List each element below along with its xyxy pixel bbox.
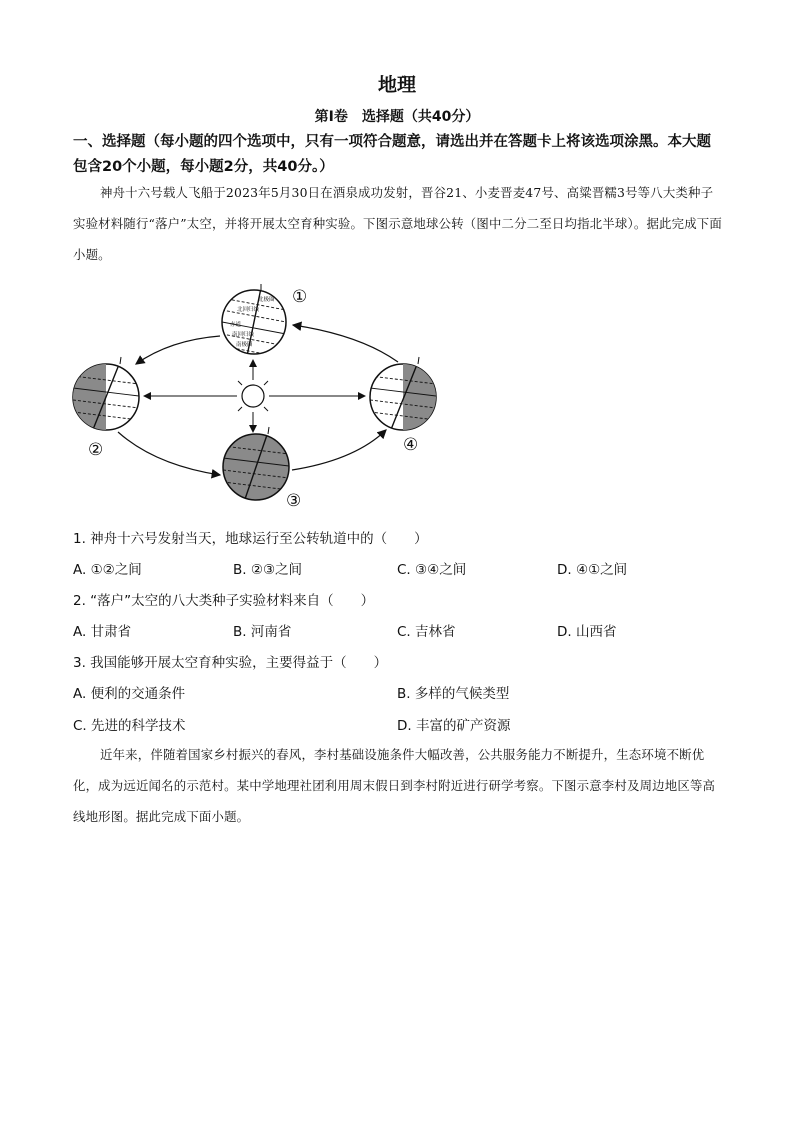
orbit-arrow — [136, 336, 220, 364]
passage-2: 近年来，伴随着国家乡村振兴的春风，李村基础设施条件大幅改善，公共服务能力不断提升，生态环境不断优化，成为远近闻名的示范村。某中学地理社团利用周末假日到李村附近进行研学考察。下图示意李村及周边地区等高线地形图。据此完成下面小题。 — [73, 747, 716, 824]
page-title: 地理 — [377, 74, 416, 96]
globe-position-1 — [222, 284, 307, 358]
question-3-option-a: A. 便利的交通条件 — [73, 686, 186, 702]
question-1-option-a: A. ①②之间 — [73, 562, 142, 578]
globe-label: 北极圈 — [258, 297, 275, 303]
orbit-arrow — [118, 432, 220, 475]
question-3-option-b: B. 多样的气候类型 — [397, 686, 510, 702]
section-heading: 一、选择题（每小题的四个选项中，只有一项符合题意，请选出并在答题卡上将该选项涂黑。本大题包含20个小题，每小题2分，共40分。） — [73, 134, 711, 175]
question-3-option-c: C. 先进的科学技术 — [73, 718, 186, 734]
position-label-1: ① — [292, 287, 308, 307]
question-2-option-a: A. 甘肃省 — [73, 624, 132, 640]
question-3-stem: 3. 我国能够开展太空育种实验，主要得益于（ ） — [73, 655, 388, 671]
question-3-option-d: D. 丰富的矿产资源 — [397, 718, 511, 734]
globe-label: 北回归线 — [237, 307, 260, 313]
globe-position-2 — [73, 357, 139, 460]
question-1-option-b: B. ②③之间 — [233, 562, 303, 578]
question-1-stem: 1. 神舟十六号发射当天，地球运行至公转轨道中的（ ） — [73, 531, 428, 547]
orbit-arrow — [292, 430, 386, 470]
passage-1: 神舟十六号载人飞船于2023年5月30日在酒泉成功发射，晋谷21、小麦晋麦47号、高粱晋糯3号等八大类种子实验材料随行“落户”太空，并将开展太空育种实验。下图示意地球公转（图中二分二至日均指北半球）。据此完成下面小题。 — [73, 185, 722, 262]
earth-revolution-diagram — [60, 280, 460, 515]
question-1-option-c: C. ③④之间 — [397, 562, 467, 578]
position-label-3: ③ — [286, 491, 302, 511]
globe-label: 南回归线 — [232, 332, 255, 338]
section-subtitle: 第Ⅰ卷 选择题（共40分） — [314, 109, 480, 125]
orbit-arrow — [293, 325, 398, 362]
question-2-option-d: D. 山西省 — [557, 624, 617, 640]
question-2-option-b: B. 河南省 — [233, 624, 292, 640]
position-label-2: ② — [88, 440, 104, 460]
globe-label: 南极圈 — [236, 342, 253, 348]
sun-icon — [232, 375, 274, 417]
question-2-stem: 2. “落户”太空的八大类种子实验材料来自（ ） — [73, 593, 375, 609]
globe-label: 赤道 — [230, 322, 242, 328]
question-2-option-c: C. 吉林省 — [397, 624, 456, 640]
globe-position-4 — [370, 357, 437, 455]
position-label-4: ④ — [403, 435, 419, 455]
globe-position-3 — [223, 427, 301, 511]
question-1-option-d: D. ④①之间 — [557, 562, 628, 578]
